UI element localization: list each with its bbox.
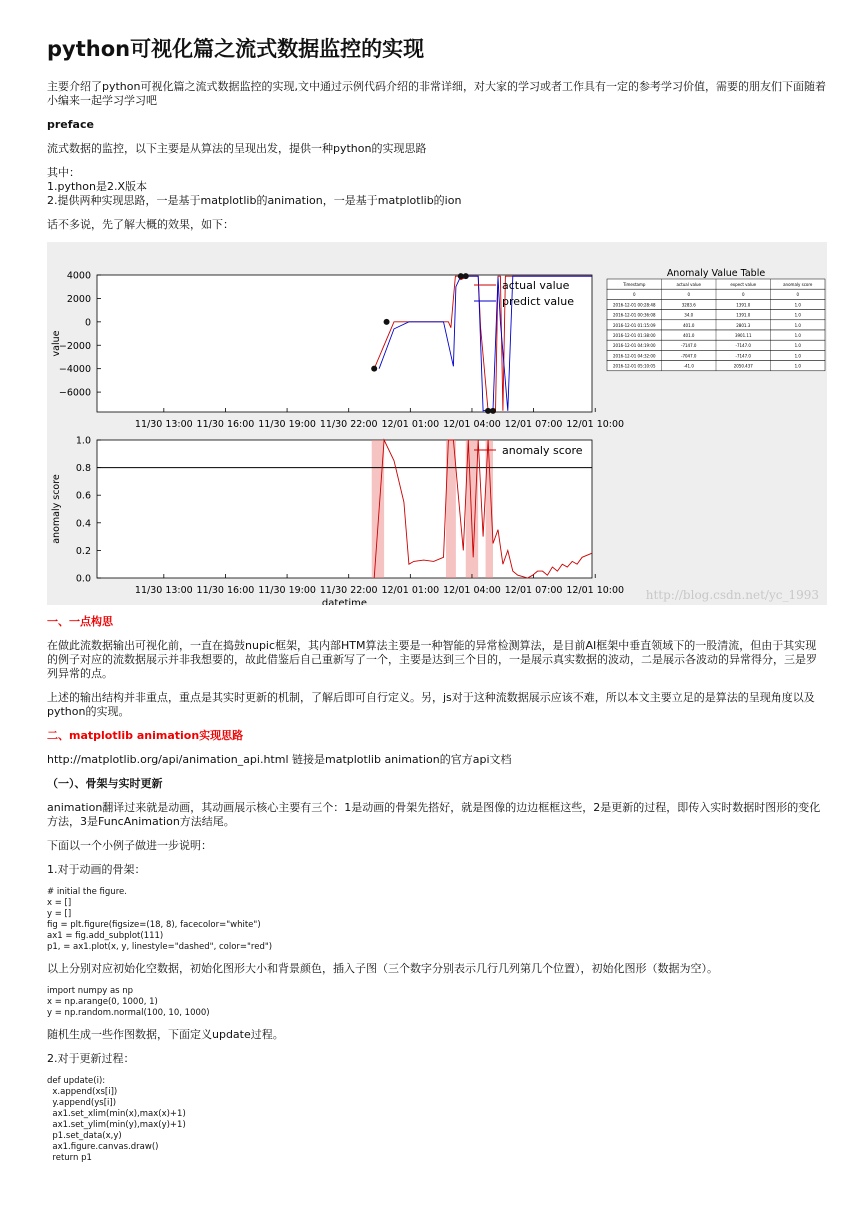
x-tick-label: 12/01 10:00	[566, 585, 625, 596]
y-tick-label: 0.8	[75, 463, 91, 475]
section-paragraph: 以上分别对应初始化空数据，初始化图形大小和背景颜色，插入子图（三个数字分别表示几行几列第几个位置），初始化图形（数据为空）。	[47, 962, 718, 975]
note-line: 1.python是2.X版本	[47, 180, 148, 193]
subsection-heading: （一）、骨架与实时更新	[47, 777, 163, 790]
x-tick-label: 11/30 13:00	[134, 419, 193, 430]
lead-text: 话不多说，先了解大概的效果，如下：	[47, 218, 234, 231]
legend-label: anomaly score	[502, 444, 583, 457]
plot-area	[97, 440, 592, 578]
page-title: python可视化篇之流式数据监控的实现	[47, 37, 425, 61]
table-cell: -7147.0	[735, 353, 751, 359]
y-tick-label: 0	[84, 317, 91, 329]
step-label: 1.对于动画的骨架：	[47, 863, 146, 876]
notes-list	[47, 166, 827, 208]
y-axis-label: value	[51, 330, 62, 357]
table-cell: -41.0	[683, 363, 694, 369]
code-block: # initial the figure. x = [] y = [] fig = plt.figure(figsize=(18, 8), facecolor="white") ax1 = fig.add_subplot(111) p1, = ax1.plot(x, y, linestyle="dashed", color="red")	[47, 887, 273, 952]
watermark: http://blog.csdn.net/yc_1993	[645, 588, 819, 602]
code-block: import numpy as np x = np.arange(0, 1000, 1) y = np.random.normal(100, 10, 1000)	[47, 986, 210, 1018]
table-cell: 34.0	[684, 312, 694, 318]
table-cell: 0	[796, 292, 800, 298]
x-tick-label: 11/30 19:00	[258, 419, 316, 430]
table-cell: 1391.0	[736, 312, 751, 318]
anomaly-point	[371, 366, 377, 372]
table-cell: 0	[632, 292, 636, 298]
y-axis-label: anomaly score	[51, 474, 62, 544]
table-cell: 2016-12-01 01:38:00	[613, 333, 656, 338]
monitoring-figure	[47, 242, 827, 605]
table-cell: 401.0	[683, 322, 695, 328]
table-cell: 0	[687, 292, 691, 298]
article	[47, 34, 827, 1173]
x-tick-label: 11/30 13:00	[134, 585, 193, 596]
legend-label: actual value	[502, 279, 570, 292]
y-tick-label: 0.2	[75, 545, 91, 557]
table-cell: 1.0	[794, 302, 801, 308]
table-title: Anomaly Value Table	[666, 268, 766, 279]
note-line: 其中：	[47, 166, 80, 179]
x-axis-label: datetime	[321, 598, 368, 605]
table-cell: 3901.11	[734, 333, 752, 338]
table-cell: 2016-12-01 04:32:00	[613, 353, 656, 359]
table-cell: 1.0	[794, 333, 801, 338]
section-heading: 二、matplotlib animation实现思路	[47, 729, 244, 742]
table-cell: 0	[741, 292, 745, 298]
section-paragraph: 随机生成一些作图数据，下面定义update过程。	[47, 1028, 284, 1041]
x-tick-label: 12/01 04:00	[443, 419, 501, 430]
anomaly-point	[463, 273, 469, 279]
y-tick-label: −4000	[58, 364, 91, 376]
table-cell: -7047.0	[681, 353, 697, 359]
step-label: 2.对于更新过程：	[47, 1052, 135, 1065]
x-tick-label: 12/01 04:00	[443, 585, 501, 596]
intro-paragraph: 主要介绍了python可视化篇之流式数据监控的实现,文中通过示例代码介绍的非常详细，对大家的学习或者工作具有一定的参考学习价值，需要的朋友们下面随着小编来一起学习学习吧	[47, 80, 826, 107]
table-cell: 2050.437	[733, 363, 753, 369]
preface-heading: preface	[47, 118, 94, 131]
table-cell: 2016-12-01 05:10:05	[613, 363, 656, 369]
table-cell: Timestamp	[623, 282, 646, 287]
section-heading: 一、一点构思	[47, 615, 113, 628]
x-tick-label: 11/30 19:00	[258, 585, 316, 596]
preface-text: 流式数据的监控，以下主要是从算法的呈现出发，提供一种python的实现思路	[47, 142, 427, 155]
y-tick-label: −2000	[58, 340, 91, 352]
y-tick-label: 0.0	[75, 573, 91, 585]
x-tick-label: 12/01 07:00	[504, 419, 563, 430]
section-paragraph: animation翻译过来就是动画，其动画展示核心主要有三个：1是动画的骨架先搭好，就是图像的边边框框这些，2是更新的过程，即传入实时数据时图形的变化方法，3是FuncAnimation方法结尾。	[47, 801, 821, 828]
table-cell: 2016-12-01 00:28:48	[613, 302, 656, 308]
table-cell: 2801.3	[736, 322, 751, 328]
y-tick-label: 1.0	[75, 435, 91, 447]
table-cell: -7147.0	[681, 343, 697, 349]
table-cell: 1.0	[794, 343, 801, 349]
anomaly-point	[384, 319, 390, 325]
chart-canvas	[47, 242, 827, 605]
table-cell: expect value	[730, 282, 757, 287]
x-tick-label: 11/30 22:00	[319, 585, 378, 596]
code-block: def update(i): x.append(xs[i]) y.append(ys[i]) ax1.set_xlim(min(x),max(x)+1) ax1.set_ylim(min(y),max(y)+1) p1.set_data(x,y) ax1.figure.canvas.draw() return p1	[47, 1076, 186, 1163]
y-tick-label: 2000	[66, 293, 91, 305]
table-cell: 3283.6	[681, 302, 696, 308]
anomaly-point	[490, 408, 496, 414]
doc-link[interactable]: http://matplotlib.org/api/animation_api.html 链接是matplotlib animation的官方api文档	[47, 753, 512, 766]
table-cell: 1.0	[794, 312, 801, 318]
table-cell: 2016-12-01 00:36:08	[613, 312, 656, 318]
note-line: 2.提供两种实现思路，一是基于matplotlib的animation，一是基于matplotlib的ion	[47, 194, 462, 207]
legend-label: predict value	[502, 295, 574, 308]
x-tick-label: 12/01 07:00	[504, 585, 563, 596]
table-cell: anomaly score	[783, 282, 813, 287]
section-paragraph: 上述的输出结构并非重点，重点是其实时更新的机制，了解后即可自行定义。另，js对于这种流数据展示应该不难，所以本文主要立足的是算法的呈现角度以及python的实现。	[47, 691, 815, 718]
section-paragraph: 下面以一个小例子做进一步说明：	[47, 839, 212, 852]
table-cell: 401.0	[683, 333, 695, 338]
table-cell: 1391.0	[736, 302, 751, 308]
table-cell: 1.0	[794, 322, 801, 328]
x-tick-label: 11/30 22:00	[319, 419, 378, 430]
y-tick-label: 4000	[66, 270, 91, 282]
section-paragraph: 在做此流数据输出可视化前，一直在捣鼓nupic框架，其内部HTM算法主要是一种智能的异常检测算法，是目前AI框架中垂直领域下的一股清流，但由于其实现的例子对应的流数据展示并非我想要的，故此借鉴后自己重新写了一个，主要是达到三个目的，一是展示真实数据的波动，二是展示各波动的异常得分，三是罗列异常的点。	[47, 639, 817, 680]
table-cell: 2016-12-01 01:15:09	[613, 322, 656, 328]
x-tick-label: 11/30 16:00	[196, 419, 255, 430]
x-tick-label: 11/30 16:00	[196, 585, 255, 596]
x-tick-label: 12/01 10:00	[566, 419, 625, 430]
y-tick-label: 0.4	[75, 518, 91, 530]
table-cell: -7147.0	[735, 343, 751, 349]
y-tick-label: −6000	[58, 387, 91, 399]
table-cell: 1.0	[794, 363, 801, 369]
table-cell: 1.0	[794, 353, 801, 359]
y-tick-label: 0.6	[75, 490, 91, 502]
x-tick-label: 12/01 01:00	[381, 585, 440, 596]
x-tick-label: 12/01 01:00	[381, 419, 440, 430]
table-cell: actual value	[676, 282, 702, 287]
table-cell: 2016-12-01 04:19:00	[613, 343, 656, 349]
